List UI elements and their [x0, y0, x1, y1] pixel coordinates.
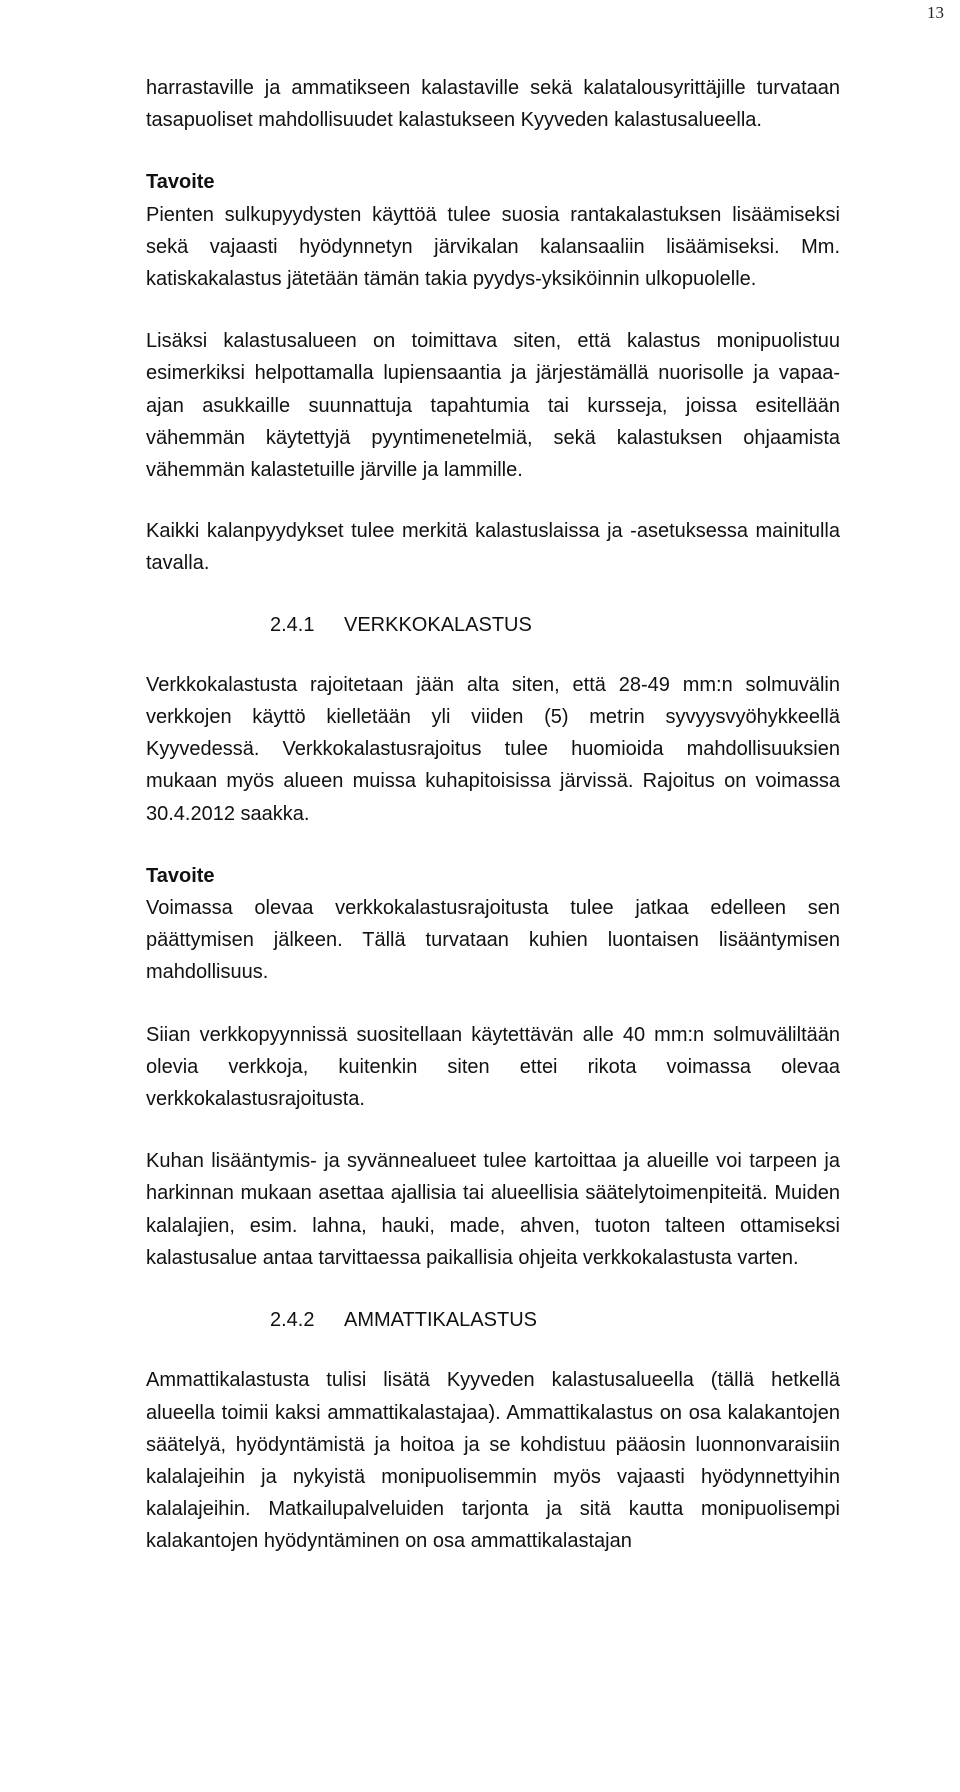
paragraph-kuha: Kuhan lisääntymis- ja syvännealueet tulee kartoittaa ja alueille voi tarpeen ja harkinnan mukaan asettaa ajallisia tai alueellisia säätelytoimenpiteitä. Muiden kalalajien, esim. lahna, hauki, made, ahven, tuoton talteen ottamiseksi kalastusalue antaa tarvittaessa paikallisia ohjeita verkkokalastusta varten.: [146, 1150, 840, 1269]
tavoite-text-1: Pienten sulkupyydysten käyttöä tulee suosia rantakalastuksen lisäämiseksi sekä vajaasti hyödynnetyn järvikalan kalansaaliin lisäämiseksi. Mm. katiskakalastus jätetään tämän takia pyydys-yksiköinnin ulkopuolelle.: [146, 203, 840, 291]
paragraph-merkinta: Kaikki kalanpyydykset tulee merkitä kalastuslaissa ja -asetuksessa mainitulla tavalla.: [146, 520, 840, 575]
section-number: 2.4.2: [270, 1309, 315, 1332]
page-number: 13: [927, 3, 944, 22]
paragraph-intro-continuation: harrastaville ja ammatikseen kalastaville sekä kalatalousyrittäjille turvataan tasapuoliset mahdollisuudet kalastukseen Kyyveden kalastusalueella.: [146, 77, 840, 132]
tavoite-heading-2: Tavoite: [146, 864, 215, 887]
section-number: 2.4.1: [270, 613, 315, 636]
document-body: [146, 72, 840, 1558]
section-heading-ammattikalastus: [146, 1304, 840, 1336]
paragraph-ammattikalastus: Ammattikalastusta tulisi lisätä Kyyveden kalastusalueella (tällä hetkellä alueella toimii kaksi ammattikalastajaa). Ammattikalastus on osa kalakantojen säätelyä, hyödyntämistä ja hoitoa ja se kohdistuu pääosin luonnonvaraisiin kalalajeihin ja nykyistä monipuolisemmin myös vajaasti hyödynnettyihin kalalajeihin. Matkailupalveluiden tarjonta ja sitä kautta monipuolisempi kalakantojen hyödyntäminen on osa ammattikalastajan: [146, 1369, 840, 1553]
tavoite-heading-1: Tavoite: [146, 171, 215, 194]
section-title: VERKKOKALASTUS: [344, 613, 532, 636]
section-title: AMMATTIKALASTUS: [344, 1309, 537, 1332]
paragraph-verkkokalastus-rajoitus: Verkkokalastusta rajoitetaan jään alta siten, että 28-49 mm:n solmuvälin verkkojen käyttö kielletään yli viiden (5) metrin syvyysvyöhykkeellä Kyyvedessä. Verkkokalastusrajoitus tulee huomioida mahdollisuuksien mukaan myös alueen muissa kuhapitoisissa järvissä. Rajoitus on voimassa 30.4.2012 saakka.: [146, 673, 840, 825]
paragraph-monipuolistaminen: Lisäksi kalastusalueen on toimittava siten, että kalastus monipuolistuu esimerkiksi helpottamalla lupiensaantia ja järjestämällä nuorisolle ja vapaa-ajan asukkaille suunnattuja tapahtumia tai kursseja, joissa esitellään vähemmän käytettyjä pyyntimenetelmiä, sekä kalastuksen ohjaamista vähemmän kalastetuille järville ja lammille.: [146, 330, 840, 482]
paragraph-siika: Siian verkkopyynnissä suositellaan käytettävän alle 40 mm:n solmuväliltään olevia verkkoja, kuitenkin siten ettei rikota voimassa olevaa verkkokalastusrajoitusta.: [146, 1023, 840, 1111]
section-heading-verkkokalastus: [146, 609, 840, 641]
tavoite-text-2: Voimassa olevaa verkkokalastusrajoitusta tulee jatkaa edelleen sen päättymisen jälkeen. Tällä turvataan kuhien luontaisen lisääntymisen mahdollisuus.: [146, 897, 840, 984]
